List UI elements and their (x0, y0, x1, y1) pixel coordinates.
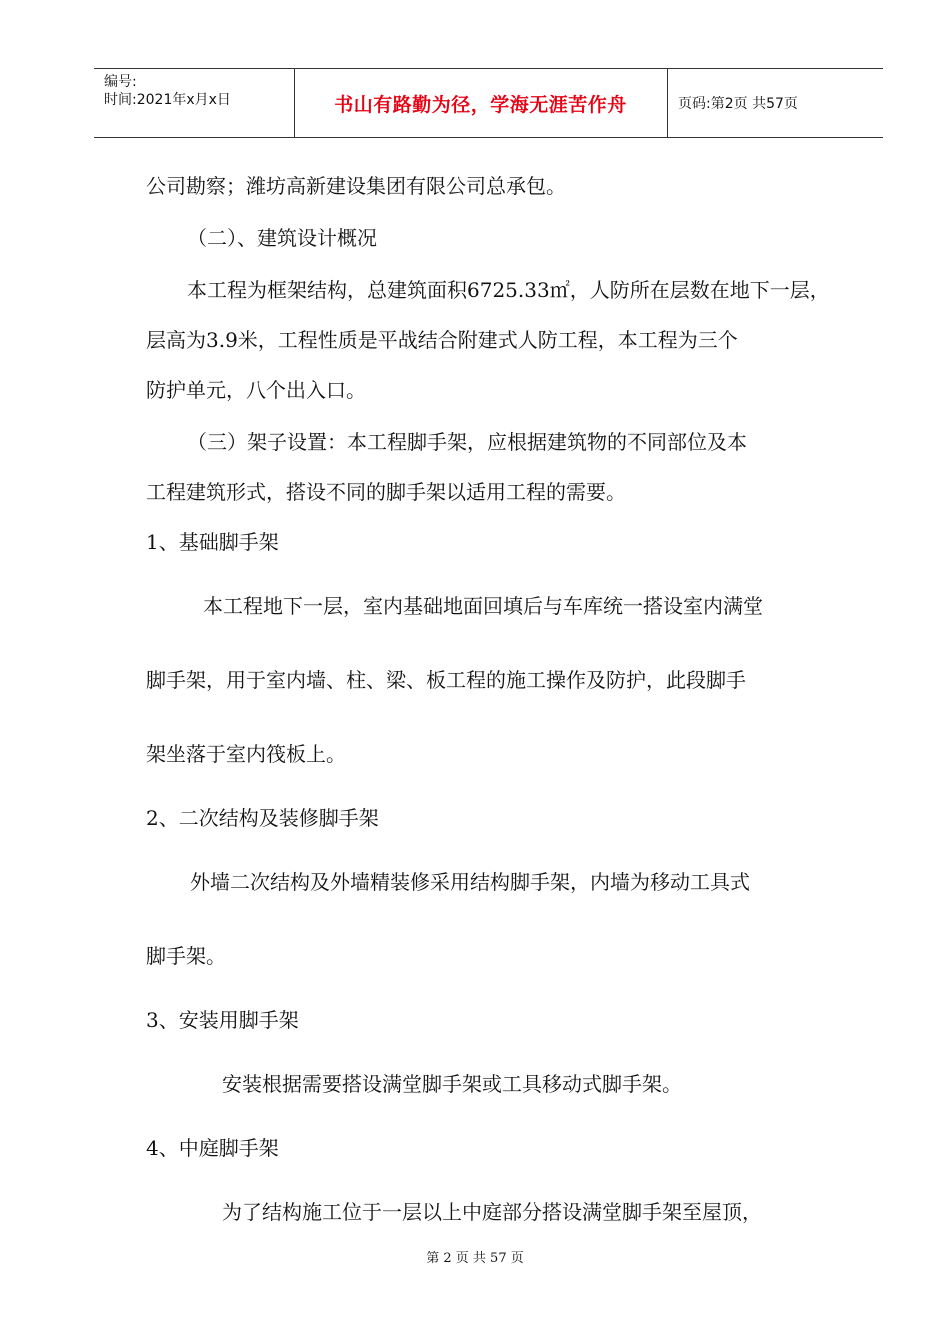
header-time: 时间:2021年x月x日 (104, 92, 231, 108)
body-line: 外墙二次结构及外墙精装修采用结构脚手架，内墙为移动工具式 (190, 870, 750, 894)
subsection-heading: 4、中庭脚手架 (146, 1136, 279, 1160)
body-line: 本工程地下一层，室内基础地面回填后与车库统一搭设室内满堂 (203, 594, 763, 618)
body-line: （三）架子设置：本工程脚手架，应根据建筑物的不同部位及本 (187, 430, 747, 454)
section-heading: （二）、建筑设计概况 (187, 226, 377, 250)
body-line: 公司勘察；潍坊高新建设集团有限公司总承包。 (146, 174, 566, 198)
page-footer: 第 2 页 共 57 页 (426, 1251, 524, 1266)
header-page-number: 页码:第2页 共57页 (678, 96, 798, 112)
subsection-heading: 1、基础脚手架 (146, 530, 279, 554)
body-line: 脚手架。 (146, 944, 226, 968)
body-line: 为了结构施工位于一层以上中庭部分搭设满堂脚手架至屋顶， (222, 1200, 762, 1224)
header-motto: 书山有路勤为径，学海无涯苦作舟 (334, 93, 627, 116)
header-divider (667, 69, 668, 137)
subsection-heading: 3、安装用脚手架 (146, 1008, 299, 1032)
body-line: 层高为3.9米，工程性质是平战结合附建式人防工程，本工程为三个 (146, 328, 738, 352)
body-line: 防护单元，八个出入口。 (146, 378, 366, 402)
header-meta (104, 73, 231, 109)
subsection-heading: 2、二次结构及装修脚手架 (146, 806, 379, 830)
body-line: 脚手架，用于室内墙、柱、梁、板工程的施工操作及防护，此段脚手 (146, 668, 746, 692)
body-line: 架坐落于室内筏板上。 (146, 742, 346, 766)
header-number: 编号: (104, 74, 137, 90)
page-header (94, 68, 883, 138)
body-line: 安装根据需要搭设满堂脚手架或工具移动式脚手架。 (222, 1072, 682, 1096)
body-line: 本工程为框架结构，总建筑面积6725.33㎡，人防所在层数在地下一层， (187, 278, 830, 302)
body-line: 工程建筑形式，搭设不同的脚手架以适用工程的需要。 (146, 480, 626, 504)
